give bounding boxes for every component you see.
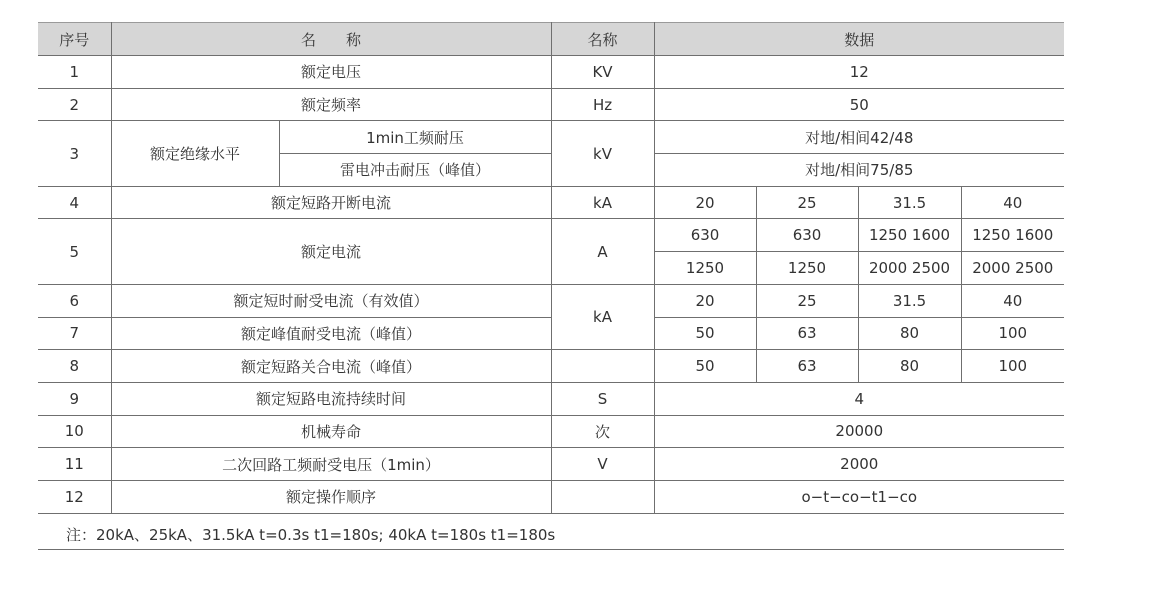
row-unit: A [551, 219, 654, 284]
row-name: 额定频率 [111, 88, 551, 121]
row-no: 10 [38, 415, 111, 448]
table-footnote: 注：20kA、25kA、31.5kA t=0.3s t1=180s; 40kA t=180s t1=180s [38, 518, 1064, 550]
table-row [38, 350, 1064, 383]
row-value: 1250 [756, 252, 858, 285]
row-value: 50 [654, 317, 756, 350]
row-no: 3 [38, 121, 111, 186]
row-no: 5 [38, 219, 111, 284]
row-value: 100 [961, 317, 1064, 350]
row-value: 31.5 [858, 186, 961, 219]
row-value: 80 [858, 350, 961, 383]
row-value: 12 [654, 56, 1064, 89]
row-value: 50 [654, 350, 756, 383]
row-value: 20 [654, 186, 756, 219]
row-value: o−t−co−t1−co [654, 480, 1064, 513]
row-unit: Hz [551, 88, 654, 121]
table-header-row [38, 23, 1064, 56]
row-name: 额定短路关合电流（峰值） [111, 350, 551, 383]
row-unit: kA [551, 186, 654, 219]
header-data: 数据 [654, 23, 1064, 56]
table-row [38, 56, 1064, 89]
row-name: 额定电流 [111, 219, 551, 284]
row-unit: 次 [551, 415, 654, 448]
row-value: 40 [961, 284, 1064, 317]
row-unit: KV [551, 56, 654, 89]
row-name: 额定峰值耐受电流（峰值） [111, 317, 551, 350]
table-row [38, 219, 1064, 252]
spec-table [38, 22, 1064, 514]
row-no: 9 [38, 382, 111, 415]
table-row [38, 284, 1064, 317]
row-value: 100 [961, 350, 1064, 383]
row-unit: kV [551, 121, 654, 186]
table-row [38, 382, 1064, 415]
table-row [38, 480, 1064, 513]
row-value: 630 [756, 219, 858, 252]
row-value: 对地/相间75/85 [654, 154, 1064, 187]
row-value: 2000 [654, 448, 1064, 481]
table-row [38, 186, 1064, 219]
row-name: 额定操作顺序 [111, 480, 551, 513]
row-no: 1 [38, 56, 111, 89]
header-name: 名 称 [111, 23, 551, 56]
row-unit: S [551, 382, 654, 415]
row-name: 额定绝缘水平 [111, 121, 279, 186]
row-name: 额定电压 [111, 56, 551, 89]
row-value: 20 [654, 284, 756, 317]
table-row [38, 448, 1064, 481]
row-name: 额定短时耐受电流（有效值） [111, 284, 551, 317]
row-value: 对地/相间42/48 [654, 121, 1064, 154]
row-no: 2 [38, 88, 111, 121]
row-value: 63 [756, 350, 858, 383]
row-value: 25 [756, 284, 858, 317]
row-value: 50 [654, 88, 1064, 121]
row-no: 6 [38, 284, 111, 317]
row-value: 1250 1600 [858, 219, 961, 252]
row-no: 8 [38, 350, 111, 383]
row-unit [551, 350, 654, 383]
row-unit [551, 480, 654, 513]
row-no: 11 [38, 448, 111, 481]
table-row [38, 121, 1064, 154]
row-no: 4 [38, 186, 111, 219]
row-name: 额定短路电流持续时间 [111, 382, 551, 415]
row-name: 额定短路开断电流 [111, 186, 551, 219]
row-value: 40 [961, 186, 1064, 219]
row-unit: V [551, 448, 654, 481]
row-value: 20000 [654, 415, 1064, 448]
table-row [38, 88, 1064, 121]
row-no: 7 [38, 317, 111, 350]
row-subname: 1min工频耐压 [279, 121, 551, 154]
row-value: 31.5 [858, 284, 961, 317]
row-name: 机械寿命 [111, 415, 551, 448]
row-value: 25 [756, 186, 858, 219]
row-value: 80 [858, 317, 961, 350]
header-unit: 名称 [551, 23, 654, 56]
table-row [38, 415, 1064, 448]
row-value: 1250 [654, 252, 756, 285]
row-name: 二次回路工频耐受电压（1min） [111, 448, 551, 481]
row-value: 2000 2500 [961, 252, 1064, 285]
row-no: 12 [38, 480, 111, 513]
row-value: 4 [654, 382, 1064, 415]
row-value: 2000 2500 [858, 252, 961, 285]
row-subname: 雷电冲击耐压（峰值） [279, 154, 551, 187]
row-unit: kA [551, 284, 654, 349]
row-value: 630 [654, 219, 756, 252]
header-no: 序号 [38, 23, 111, 56]
row-value: 63 [756, 317, 858, 350]
row-value: 1250 1600 [961, 219, 1064, 252]
